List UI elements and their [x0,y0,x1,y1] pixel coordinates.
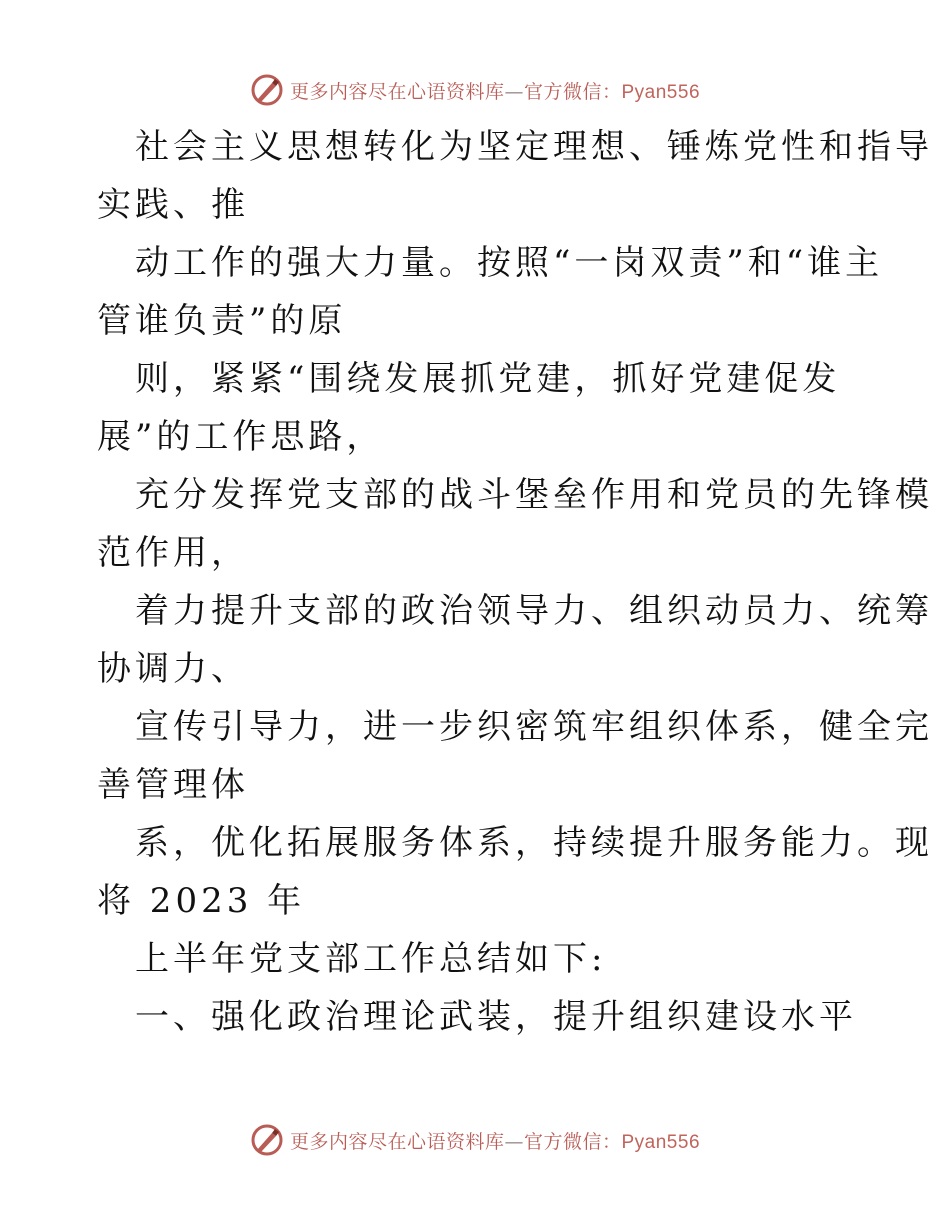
watermark-separator: — [504,1130,524,1153]
watermark-wechat-label: 官方微信： [523,1130,622,1153]
document-body [97,118,933,1046]
body-line: 范作用， [97,533,249,573]
watermark-wechat-label: 官方微信： [523,80,622,103]
header-watermark-banner [0,70,950,110]
watermark-separator: — [504,80,524,103]
body-line: 展”的工作思路， [97,417,385,457]
pen-logo-icon [250,1123,284,1157]
watermark-title: 更多内容尽在心语资料库 [289,1130,505,1153]
body-line: 系，优化拓展服务体系，持续提升服务能力。现 [135,823,933,863]
body-line: 管谁负责”的原 [97,301,347,341]
body-line: 上半年党支部工作总结如下: [135,939,607,979]
body-line: 协调力、 [97,649,249,689]
watermark-text [290,1127,700,1154]
body-line: 动工作的强大力量。按照“一岗双责”和“谁主 [135,243,884,283]
footer-watermark-banner [0,1120,950,1160]
body-line: 宣传引导力，进一步织密筑牢组织体系，健全完 [135,707,933,747]
pen-logo-icon [250,73,284,107]
section-heading: 一、强化政治理论武装，提升组织建设水平 [135,997,857,1037]
watermark-wechat-id: Pyan556 [621,1131,701,1153]
watermark-title: 更多内容尽在心语资料库 [289,80,505,103]
body-line: 着力提升支部的政治领导力、组织动员力、统筹 [135,591,933,631]
watermark-wechat-id: Pyan556 [621,81,701,103]
body-line: 实践、推 [97,185,249,225]
body-line: 则，紧紧“围绕发展抓党建，抓好党建促发 [135,359,841,399]
body-line: 善管理体 [97,765,249,805]
body-line: 社会主义思想转化为坚定理想、锤炼党性和指导 [135,127,933,167]
watermark-text [290,77,700,104]
body-line: 将 2023 年 [97,881,306,921]
body-line: 充分发挥党支部的战斗堡垒作用和党员的先锋模 [135,475,933,515]
